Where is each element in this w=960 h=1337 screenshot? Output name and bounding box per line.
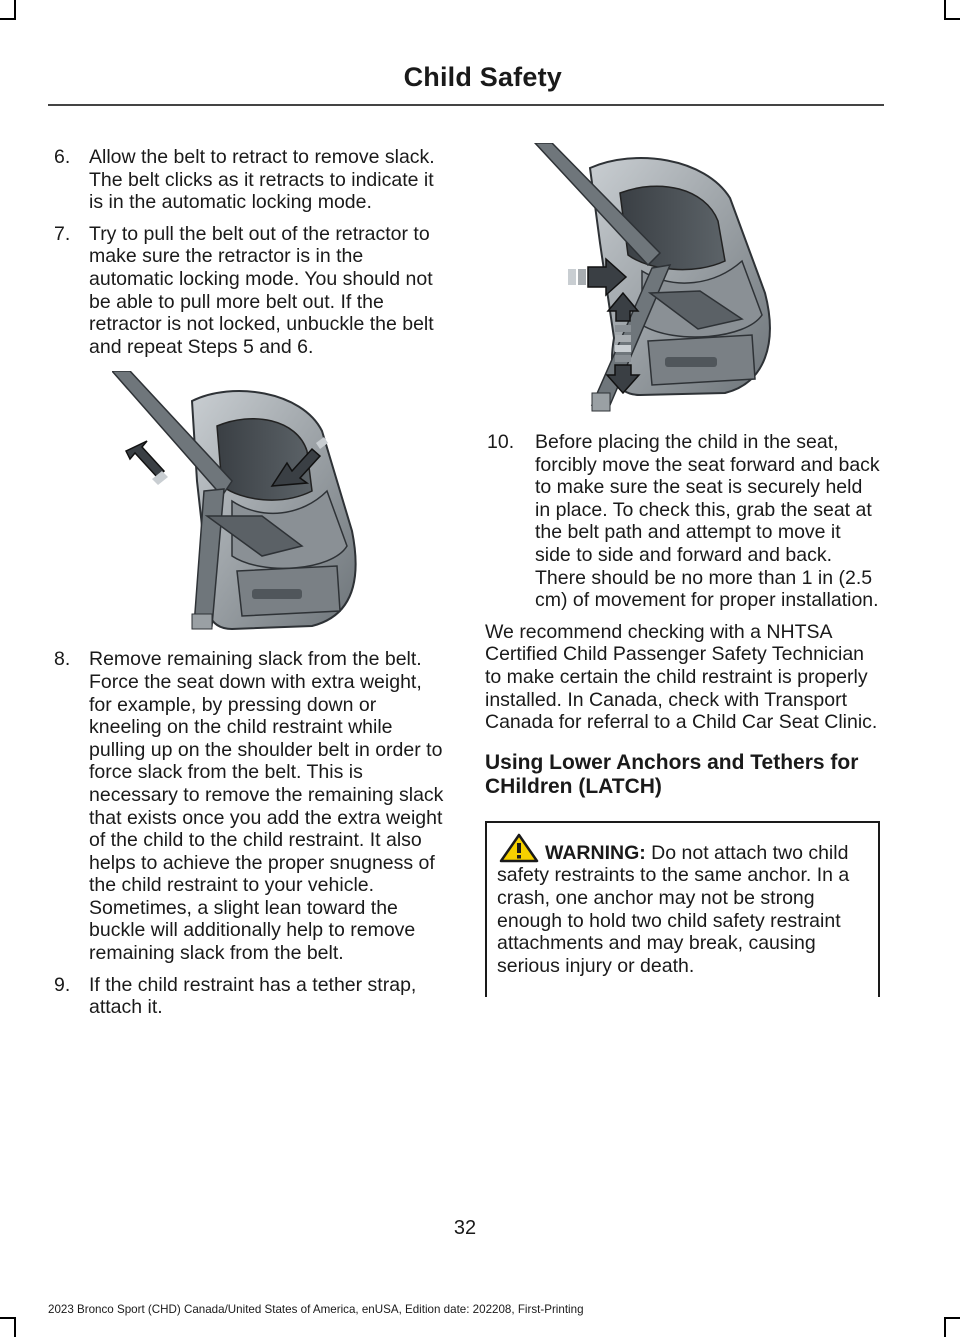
step-number: 10. — [487, 431, 515, 453]
recommendation-paragraph: We recommend checking with a NHTSA Certified Child Passenger Safety Technician to make certain the child restraint is properly installed. In Canada, check with Transport Canada for referral to a Child Car Seat Clinic. — [485, 620, 878, 734]
step-number: 9. — [54, 973, 71, 996]
step-text: If the child restraint has a tether strap, attach it. — [89, 973, 417, 1019]
warning-label: WARNING: — [545, 841, 646, 864]
step-item — [52, 146, 446, 214]
page-title: Child Safety — [403, 62, 562, 92]
car-seat-illustration — [530, 143, 800, 415]
header-rule — [48, 104, 884, 106]
step-number: 6. — [54, 146, 71, 168]
crop-mark — [944, 0, 946, 20]
arrow-icon — [126, 441, 168, 485]
crop-mark — [0, 18, 16, 20]
step-text: Before placing the child in the seat, forcibly move the seat forward and back to make sure the seat is securely held in place. To check this, grab the seat at the belt path and attempt to move it side to side and forward and back. There should be no more than 1 in (2.5 cm) of movement for proper installation. — [535, 431, 880, 612]
step-item — [485, 431, 880, 612]
warning-box — [485, 821, 880, 998]
step-number: 7. — [54, 222, 71, 245]
car-seat-illustration — [112, 371, 412, 636]
footer-text: 2023 Bronco Sport (CHD) Canada/United States of America, enUSA, Edition date: 202208, First-Printing — [48, 1303, 584, 1316]
step-text: Allow the belt to retract to remove slack. The belt clicks as it retracts to indicate it is in the automatic locking mode. — [89, 146, 435, 214]
crop-mark — [944, 1317, 946, 1337]
step-item — [52, 223, 446, 359]
warning-triangle-icon — [499, 833, 539, 863]
crop-mark — [0, 1317, 16, 1319]
crop-mark — [14, 1317, 16, 1337]
step-number: 8. — [54, 648, 71, 671]
page-number: 32 — [453, 1217, 477, 1239]
crop-mark — [944, 1317, 960, 1319]
crop-mark — [944, 18, 960, 20]
crop-mark — [14, 0, 16, 20]
step-item — [52, 648, 446, 964]
step-item — [52, 974, 446, 1019]
section-heading: Using Lower Anchors and Tethers for CHildren (LATCH) — [485, 750, 859, 798]
step-text: Try to pull the belt out of the retractor to make sure the retractor is in the automatic locking mode. You should not be able to pull more belt out. If the retractor is not locked, unbuckle the belt and repeat Steps 5 and 6. — [89, 222, 434, 358]
warning-text: Do not attach two child safety restraints to the same anchor. In a crash, one anchor may not be strong enough to hold two child safety restraint attachments and may break, causing serious injury or death. — [497, 841, 850, 977]
right-column — [485, 431, 880, 997]
left-column — [52, 146, 446, 1028]
step-text: Remove remaining slack from the belt. Force the seat down with extra weight, for example, by pressing down or kneeling on the child restraint while pulling up on the shoulder belt in order to force slack from the belt. This is necessary to remove the remaining slack that exists once you add the extra weight of the child to the child restraint. It also helps to achieve the proper snugness of the child restraint to your vehicle. Sometimes, a slight lean toward the buckle will additionally help to remove remaining slack from the belt. — [89, 648, 444, 965]
